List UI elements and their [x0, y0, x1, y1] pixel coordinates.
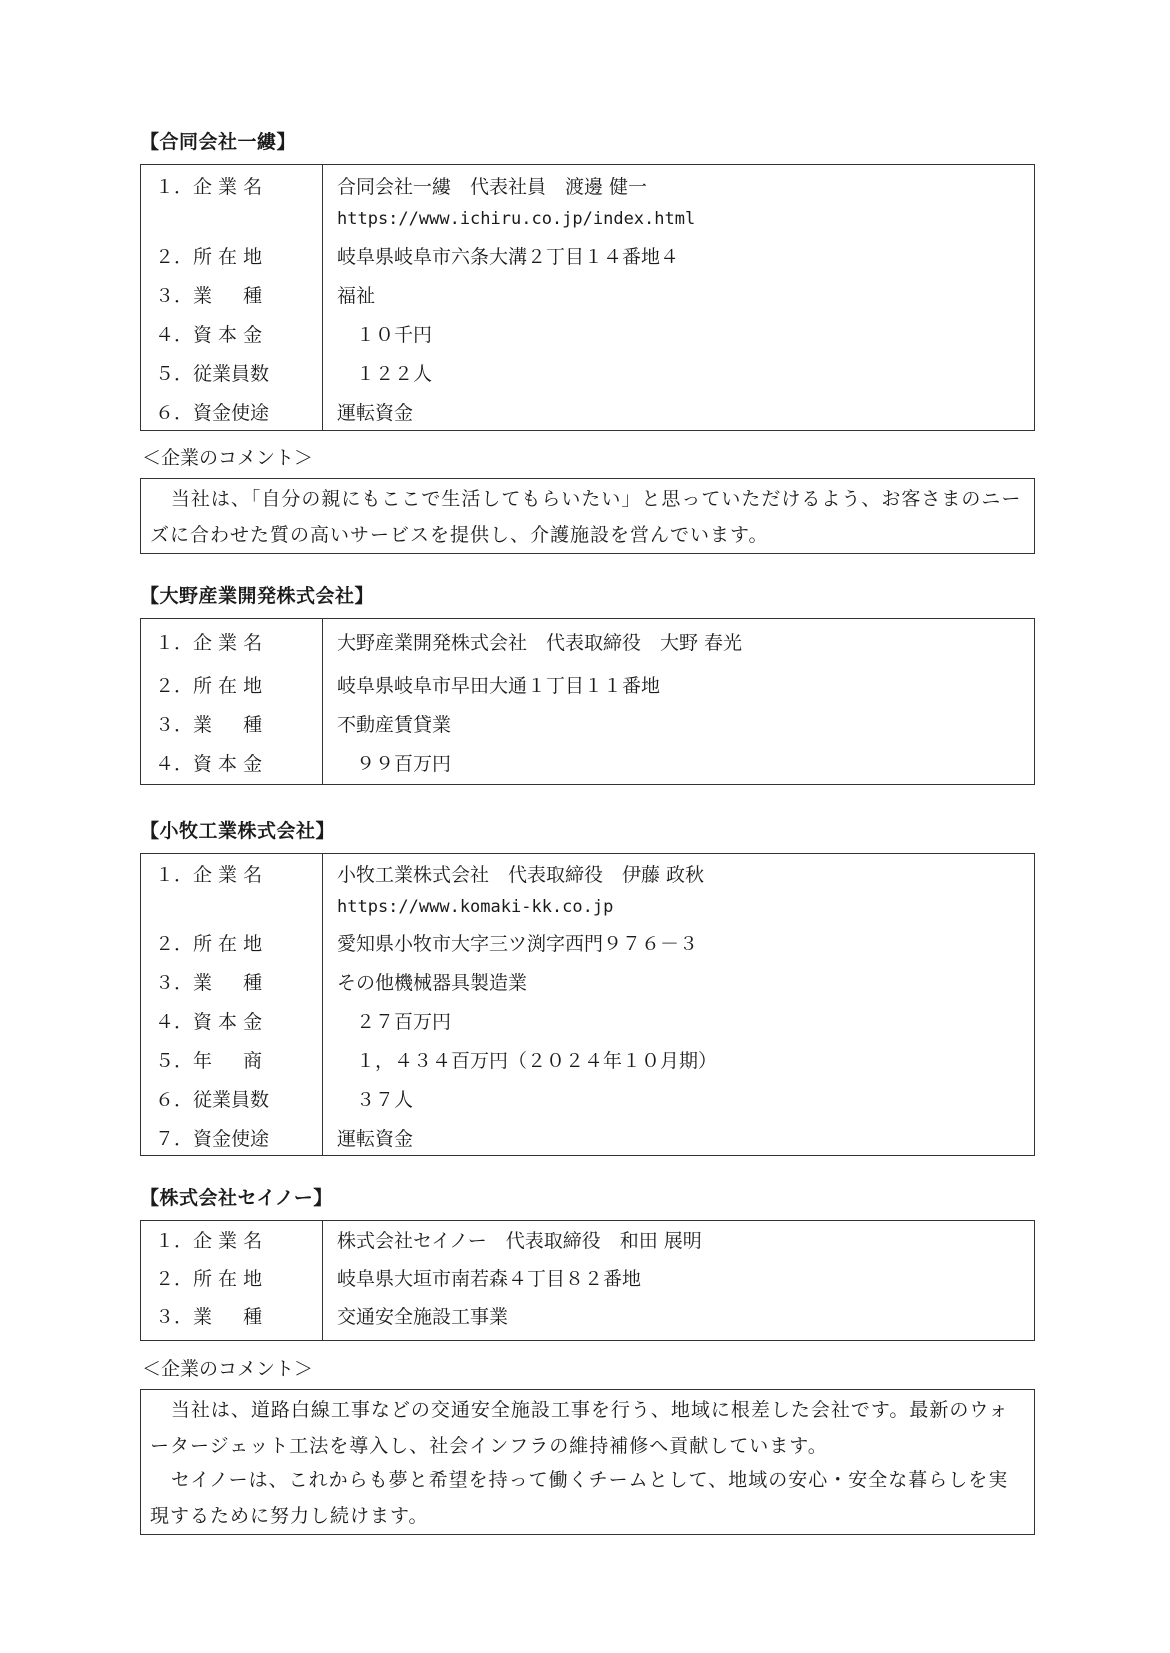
- row-label: １．企 業 名: [155, 632, 263, 654]
- row-value: 不動産賃貸業: [337, 714, 452, 736]
- table-row: [141, 1124, 1034, 1154]
- row-label: ３．業 種: [155, 972, 263, 994]
- table-row: [141, 1302, 1034, 1332]
- table-row: [141, 1264, 1034, 1294]
- company-info-table: [140, 1220, 1035, 1341]
- row-value: 岐阜県大垣市南若森４丁目８２番地: [337, 1268, 642, 1290]
- table-row: [141, 929, 1034, 959]
- row-label: １．企 業 名: [155, 1230, 263, 1252]
- row-label: １．企 業 名: [155, 176, 263, 198]
- row-label: ２．所 在 地: [155, 675, 263, 697]
- row-value: ９９百万円: [337, 753, 452, 775]
- row-label: ３．業 種: [155, 1306, 263, 1328]
- table-row: [141, 1226, 1034, 1256]
- row-value: その他機械器具製造業: [337, 972, 528, 994]
- comment-paragraph: 当社は、道路白線工事などの交通安全施設工事を行う、地域に根差した会社です。最新のウォータージェット工法を導入し、社会インフラの維持補修へ貢献しています。: [150, 1399, 1009, 1457]
- company-heading: 【大野産業開発株式会社】: [140, 585, 375, 607]
- row-value: １２２人: [337, 363, 433, 385]
- row-label: ６．従業員数: [155, 1089, 270, 1111]
- table-row: [141, 710, 1034, 740]
- company-heading: 【株式会社セイノー】: [140, 1187, 333, 1209]
- row-value: １，４３４百万円（２０２４年１０月期）: [337, 1050, 718, 1072]
- company-url: https://www.ichiru.co.jp/index.html: [337, 209, 696, 229]
- row-label: ５．年 商: [155, 1050, 263, 1072]
- row-label: ３．業 種: [155, 714, 263, 736]
- row-value: ２７百万円: [337, 1011, 452, 1033]
- row-label: ６．資金使途: [155, 402, 270, 424]
- table-row: [141, 281, 1034, 311]
- table-row: [141, 320, 1034, 350]
- row-value: 運転資金: [337, 1128, 414, 1150]
- table-row: [141, 398, 1034, 428]
- row-label: ３．業 種: [155, 285, 263, 307]
- row-label: ２．所 在 地: [155, 1268, 263, 1290]
- table-row: [141, 968, 1034, 998]
- company-url: https://www.komaki-kk.co.jp: [337, 897, 614, 917]
- comment-paragraph: セイノーは、これからも夢と希望を持って働くチームとして、地域の安心・安全な暮らしを実現するために努力し続けます。: [150, 1469, 1009, 1527]
- company-info-table: [140, 164, 1035, 431]
- row-value: 岐阜県岐阜市早田大通１丁目１１番地: [337, 675, 661, 697]
- row-value: 愛知県小牧市大字三ツ渕字西門９７６－３: [337, 933, 699, 955]
- row-label: ４．資 本 金: [155, 753, 263, 775]
- row-value: 株式会社セイノー 代表取締役 和田 展明: [337, 1230, 702, 1252]
- table-row: [141, 359, 1034, 389]
- row-value: 大野産業開発株式会社 代表取締役 大野 春光: [337, 632, 743, 654]
- comment-box: [140, 478, 1035, 554]
- row-value: 合同会社一縷 代表社員 渡邊 健一: [337, 176, 648, 198]
- table-row: [141, 242, 1034, 272]
- table-row: [141, 860, 1034, 890]
- row-value: 運転資金: [337, 402, 414, 424]
- row-label: １．企 業 名: [155, 864, 263, 886]
- table-row: [141, 1085, 1034, 1115]
- table-row: [141, 628, 1034, 658]
- table-row: [141, 1046, 1034, 1076]
- table-row: [141, 749, 1034, 779]
- row-value: 交通安全施設工事業: [337, 1306, 509, 1328]
- company-heading: 【小牧工業株式会社】: [140, 820, 336, 842]
- row-value: 小牧工業株式会社 代表取締役 伊藤 政秋: [337, 864, 705, 886]
- company-info-table: [140, 853, 1035, 1156]
- row-value: １０千円: [337, 324, 433, 346]
- comment-box: [140, 1389, 1035, 1535]
- row-value: 福祉: [337, 285, 376, 307]
- table-row: [141, 172, 1034, 202]
- table-row: [141, 671, 1034, 701]
- row-label: ４．資 本 金: [155, 324, 263, 346]
- row-value: ３７人: [337, 1089, 414, 1111]
- row-label: ４．資 本 金: [155, 1011, 263, 1033]
- row-label: ２．所 在 地: [155, 246, 263, 268]
- table-row: [141, 1007, 1034, 1037]
- comment-label: ＜企業のコメント＞: [142, 447, 314, 469]
- company-heading: 【合同会社一縷】: [140, 131, 297, 153]
- company-info-table: [140, 618, 1035, 785]
- comment-paragraph: 当社は、「自分の親にもここで生活してもらいたい」と思っていただけるよう、お客さまのニーズに合わせた質の高いサービスを提供し、介護施設を営んでいます。: [150, 488, 1022, 546]
- row-label: ７．資金使途: [155, 1128, 270, 1150]
- row-label: ２．所 在 地: [155, 933, 263, 955]
- row-label: ５．従業員数: [155, 363, 270, 385]
- row-value: 岐阜県岐阜市六条大溝２丁目１４番地４: [337, 246, 680, 268]
- comment-label: ＜企業のコメント＞: [142, 1358, 314, 1380]
